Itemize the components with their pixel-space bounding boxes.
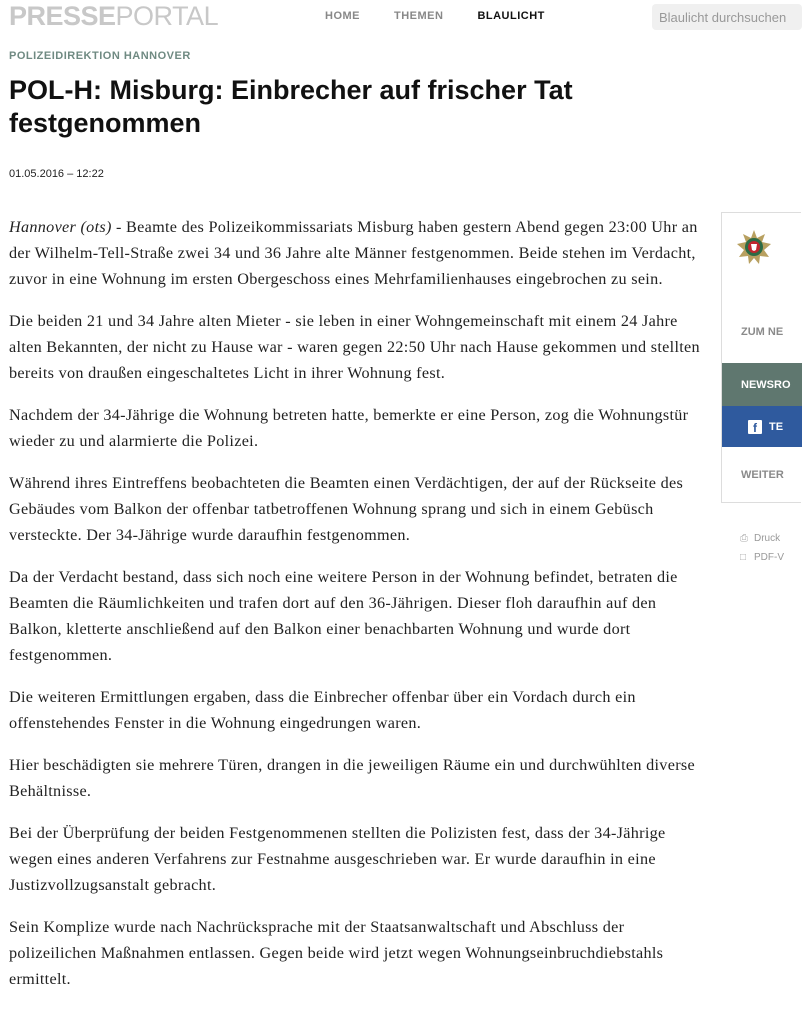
article-paragraph-lead — [9, 214, 709, 292]
sidebar-card — [721, 212, 801, 503]
article-paragraph: Die weiteren Ermittlungen ergaben, dass die Einbrecher offenbar über ein Vordach durch ein offenstehendes Fenster in die Wohnung eingedrungen waren. — [9, 688, 636, 732]
agency-name[interactable]: POLIZEIDIREKTION HANNOVER — [9, 50, 191, 62]
police-star-icon[interactable] — [736, 229, 772, 265]
logo-part-thin: PORTAL — [115, 1, 219, 31]
article-paragraph: Sein Komplize wurde nach Nachrücksprache mit der Staatsanwaltschaft und Abschluss der polizeilichen Maßnahmen entlassen. Gegen beide wird jetzt wegen Wohnungseinbruchdiebstahls ermittelt. — [9, 918, 664, 988]
dateline: Hannover (ots) — [9, 218, 112, 236]
zum-newsroom-link[interactable]: ZUM NE — [741, 326, 784, 338]
article-paragraph: Die beiden 21 und 34 Jahre alten Mieter - sie leben in einer Wohngemeinschaft mit einem 24 Jahre alten Bekannten, der nicht zu Hause war - waren gegen 22:50 Uhr nach Hause gekommen und stellten bereits von draußen eingeschaltetes Licht in ihrer Wohnung fest. — [9, 312, 700, 382]
article-paragraph: Hier beschädigten sie mehrere Türen, drangen in die jeweiligen Räume ein und durchwühlten diverse Behältnisse. — [9, 756, 695, 800]
lead-text: - Beamte des Polizeikommissariats Misburg haben gestern Abend gegen 23:00 Uhr an der Wilhelm-Tell-Straße zwei 34 und 36 Jahre alte Männer festgenommen. Beide stehen im Verdacht, zuvor in eine Wohnung im ersten Obergeschoss eines Mehrfamilienhauses eingebrochen zu sein. — [9, 218, 698, 288]
printer-icon: ⎙ — [740, 533, 748, 544]
pdf-icon: □ — [740, 552, 747, 563]
print-link[interactable] — [740, 533, 780, 544]
nav-blaulicht[interactable]: BLAULICHT — [477, 10, 545, 22]
article-title: POL-H: Misburg: Einbrecher auf frischer Tat festgenommen — [9, 75, 573, 138]
search-input[interactable] — [652, 4, 802, 30]
facebook-label: TE — [769, 420, 784, 433]
pdf-link[interactable] — [740, 552, 784, 563]
article-date: 01.05.2016 – 12:22 — [9, 168, 104, 180]
nav-themen[interactable]: THEMEN — [394, 10, 444, 22]
newsroom-label: NEWSRO — [741, 379, 791, 391]
article-paragraph: Nachdem der 34-Jährige die Wohnung betreten hatte, bemerkte er eine Person, zog die Wohnungstür wieder zu und alarmierte die Polizei. — [9, 406, 689, 450]
presseportal-logo[interactable] — [9, 2, 218, 30]
article-paragraph: Bei der Überprüfung der beiden Festgenommenen stellten die Polizisten fest, dass der 34-Jährige wegen eines anderen Verfahrens zur Festnahme ausgeschrieben war. Er wurde daraufhin in eine Justizvollzugsanstalt gebracht. — [9, 824, 666, 894]
main-nav — [325, 10, 579, 22]
article-body — [9, 214, 709, 1008]
facebook-share-button[interactable] — [722, 406, 802, 447]
article-paragraph: Während ihres Eintreffens beobachteten die Beamten einen Verdächtigen, der auf der Rückseite des Gebäudes vom Balkon der offenbar tatbetroffenen Wohnung sprang und sich in einem Gebüsch versteckte. Der 34-Jährige wurde daraufhin festgenommen. — [9, 474, 684, 544]
print-label: Druck — [754, 533, 781, 544]
newsroom-button[interactable] — [722, 363, 802, 406]
article-paragraph: Da der Verdacht bestand, dass sich noch eine weitere Person in der Wohnung befindet, betraten die Beamten die Räumlichkeiten und trafen dort auf den 36-Jährigen. Dieser floh daraufhin auf den Balkon, kletterte anschließend auf den Balkon einer benachbarten Wohnung und wurde dort festgenommen. — [9, 568, 678, 664]
site-header — [0, 0, 785, 34]
weitere-link[interactable]: WEITER — [741, 469, 784, 481]
facebook-icon: f — [748, 420, 762, 434]
nav-home[interactable]: HOME — [325, 10, 360, 22]
pdf-label: PDF-V — [754, 552, 784, 563]
logo-part-bold: PRESSE — [9, 1, 116, 31]
